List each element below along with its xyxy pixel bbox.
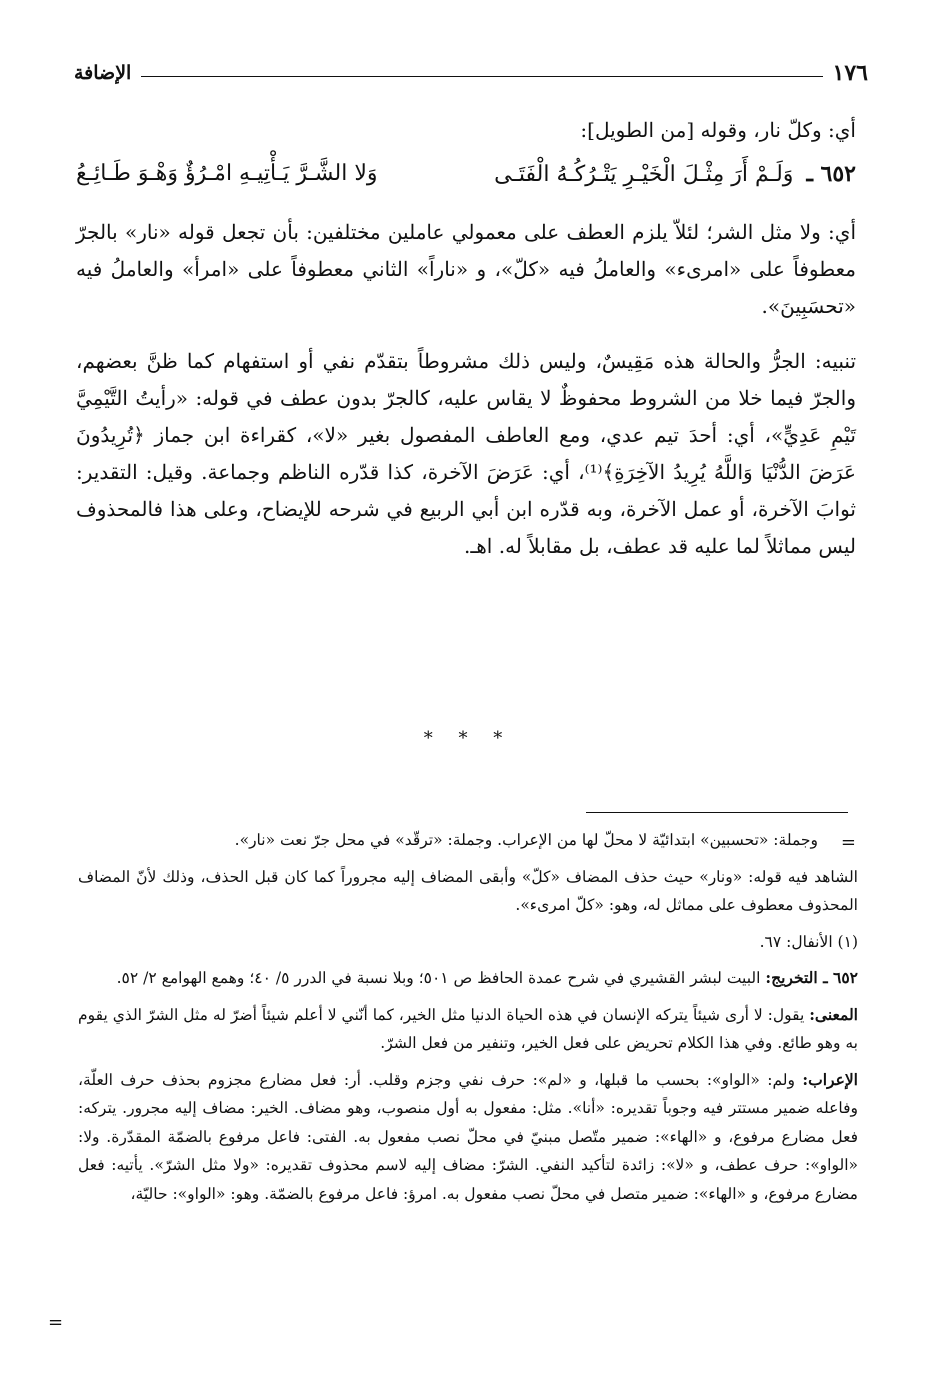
main-text: [76, 112, 856, 583]
footnote-1: (١) الأنفال: ٦٧.: [759, 932, 858, 951]
paragraph-explanation: أي: ولا مثل الشر؛ لئلاّ يلزم العطف على معمولي عاملين مختلفين: بأن تجعل قوله «نار» بالجرّ معطوفاً على «امرىء» والعاملُ فيه «كلّ»، و «ناراً» الثاني معطوفاً على «امرأ» والعاملُ فيه «تحسَبِينَ».: [76, 220, 856, 318]
hemistich-1-text: وَلَـمْ أَرَ مِثْـلَ الْخَيْـرِ يَتْـرُكُـهُ الْفَتَـى: [494, 162, 794, 187]
running-title: الإضافة: [74, 62, 132, 84]
intro-line: أي: وكلّ نار، وقوله [من الطويل]:: [580, 118, 856, 142]
footnote-continuation: وجملة: «تحسبين» ابتدائيّة لا محلّ لها من الإعراب. وجملة: «ترقّد» في محل جرّ نعت «نار».: [234, 831, 818, 849]
note-text: الجرُّ والحالة هذه مَقِيسٌ، وليس ذلك مشروطاً بتقدّم نفي أو استفهام كما ظنَّ بعضهم، والجرّ فيما خلا من الشروط محفوظٌ لا يقاس عليه، كالجرّ بدون عطف في قوله: «رأيتُ التَّيْمِيَّ تَيْمِ عَدِيٍّ»، أي: أحدَ تيم عدي، ومع العاطف المفصول بغير «لا»، كقراءة ابن جماز ﴿تُرِيدُونَ عَرَضَ الدُّنْيَا وَاللَّهُ يُرِيدُ الآخِرَةِ﴾⁽¹⁾، أي: عَرَضَ الآخرة، كذا قدّره الناظم وجماعة. وقيل: التقدير: ثوابَ الآخرة، أو عمل الآخرة، وبه قدّره ابن أبي الربيع في شرحه للإيضاح، وعلى هذا فالمحذوف ليس مماثلاً لما عليه قد عطف، بل مقابلاً له. اهـ.: [76, 349, 856, 558]
footnote-shahid: الشاهد فيه قوله: «ونار» حيث حذف المضاف «كلّ» وأبقى المضاف إليه مجروراً كما كان قبل الحذف، وذلك لأنّ المضاف المحذوف معطوف على مماثل له، وهو: «كلّ امرىء».: [78, 867, 858, 914]
page-number: ١٧٦: [832, 60, 868, 86]
meaning-label: المعنى:: [809, 1004, 858, 1024]
header-rule: [141, 76, 822, 77]
takhrij-label: ٦٥٢ ـ التخريج:: [765, 968, 858, 987]
note-label: تنبيه:: [814, 349, 857, 373]
footnote-irab: [78, 1066, 858, 1209]
meaning-text: يقول: لا أرى شيئاً يتركه الإنسان في هذه الحياة الدنيا مثل الخير، كما أنّني لا أعلم شيئاً أضرّ له مثل الشرّ الذي يقوم به وهو طائع. وفي هذا الكلام تحريض على فعل الخير، وتنفير من فعل الشرّ.: [78, 1005, 858, 1052]
section-separator-stars: * * *: [423, 728, 513, 749]
continuation-mark-start: =: [840, 832, 856, 853]
irab-text: ولم: «الواو»: بحسب ما قبلها، و «لم»: حرف نفي وجزم وقلب. أر: فعل مضارع مجزوم بحذف حرف العلّة، وفاعله ضمير مستتر فيه وجوباً تقديره: «أنا». مثل: مفعول به أول منصوب، وهو مضاف. الخير: مضاف إليه مجرور. يتركه: فعل مضارع مرفوع، و «الهاء»: ضمير متّصل مبنيّ في محلّ نصب مفعول به. الفتى: فاعل مرفوع بالضمّة المقدّرة. ولا: «الواو»: حرف عطف، و «لا»: زائدة لتأكيد النفي. الشرّ: مضاف إليه لاسم محذوف تقديره: «ولا مثل الشرّ». يأتيه: فعل مضارع مرفوع، و «الهاء»: ضمير متصل في محلّ نصب مفعول به. امرؤ: فاعل مرفوع بالضمّة. وهو: «الواو»: حاليّة،: [78, 1070, 858, 1203]
verse-number: ٦٥٢ ـ: [806, 161, 856, 187]
footnote-meaning: [78, 1001, 858, 1058]
verse-second-hemistich: وَلا الشَّـرَّ يَـأْتِيـهِ امْـرُؤٌ وَهْـوَ طَـائِـعُ: [76, 161, 378, 186]
paragraph-note: [76, 343, 856, 565]
takhrij-text: البيت لبشر القشيري في شرح عمدة الحافظ ص ٥٠١؛ وبلا نسبة في الدرر ٥/ ٤٠؛ وهمع الهوامع ٢/ ٥٢.: [116, 969, 761, 987]
verse-652: [76, 153, 856, 196]
verse-first-hemistich: [494, 153, 856, 196]
irab-label: الإعراب:: [802, 1069, 858, 1089]
page-header: [74, 56, 868, 90]
footnotes: [78, 826, 858, 1216]
continuation-mark-end: =: [48, 1312, 64, 1333]
footnote-rule: [586, 812, 848, 813]
footnote-takhrij: [78, 964, 858, 993]
